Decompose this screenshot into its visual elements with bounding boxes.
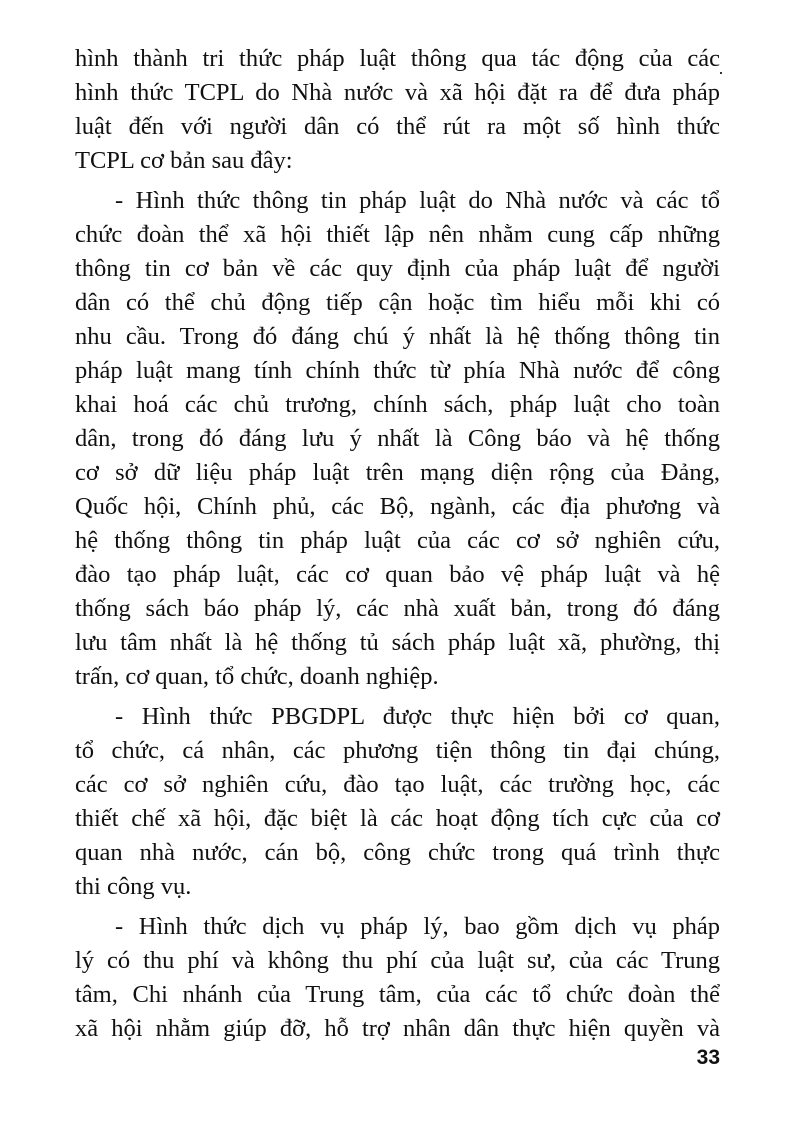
text-line: thông tin cơ bản về các quy định của pháp luật để người: [75, 255, 720, 282]
text-line: dân có thể chủ động tiếp cận hoặc tìm hiểu mỗi khi có: [75, 289, 720, 316]
scan-speck: [720, 72, 722, 74]
text-line: Quốc hội, Chính phủ, các Bộ, ngành, các địa phương và: [75, 493, 720, 520]
text-line: các cơ sở nghiên cứu, đào tạo luật, các trường học, các: [75, 771, 720, 798]
text-line: trấn, cơ quan, tổ chức, doanh nghiệp.: [75, 663, 439, 690]
text-line: khai hoá các chủ trương, chính sách, pháp luật cho toàn: [75, 391, 720, 418]
text-line: nhu cầu. Trong đó đáng chú ý nhất là hệ thống thông tin: [75, 323, 720, 350]
page-body: [75, 42, 720, 1052]
text-line: TCPL cơ bản sau đây:: [75, 147, 293, 174]
text-line: tổ chức, cá nhân, các phương tiện thông tin đại chúng,: [75, 737, 720, 764]
text-line: lý có thu phí và không thu phí của luật sư, của các Trung: [75, 947, 720, 974]
text-line: xã hội nhằm giúp đỡ, hỗ trợ nhân dân thực hiện quyền và: [75, 1015, 720, 1042]
text-line: hình thành tri thức pháp luật thông qua tác động của các: [75, 45, 720, 72]
text-line: pháp luật mang tính chính thức từ phía Nhà nước để công: [75, 357, 720, 384]
paragraph-legal-information: [75, 184, 720, 694]
text-line: dân, trong đó đáng lưu ý nhất là Công báo và hệ thống: [75, 425, 720, 452]
text-line: lưu tâm nhất là hệ thống tủ sách pháp luật xã, phường, thị: [75, 629, 720, 656]
text-line: hệ thống thông tin pháp luật của các cơ sở nghiên cứu,: [75, 527, 720, 554]
text-line: hình thức TCPL do Nhà nước và xã hội đặt ra để đưa pháp: [75, 79, 720, 106]
text-line: chức đoàn thể xã hội thiết lập nên nhằm cung cấp những: [75, 221, 720, 248]
text-line: thi công vụ.: [75, 873, 192, 900]
paragraph-legal-services: [75, 910, 720, 1046]
text-line: luật đến với người dân có thể rút ra một số hình thức: [75, 113, 720, 140]
text-line: đào tạo pháp luật, các cơ quan bảo vệ pháp luật và hệ: [75, 561, 720, 588]
text-line: tâm, Chi nhánh của Trung tâm, của các tổ chức đoàn thể: [75, 981, 720, 1008]
text-line: - Hình thức thông tin pháp luật do Nhà nước và các tổ: [115, 187, 720, 214]
text-line: - Hình thức PBGDPL được thực hiện bởi cơ quan,: [115, 703, 720, 730]
text-line: thống sách báo pháp lý, các nhà xuất bản, trong đó đáng: [75, 595, 720, 622]
paragraph-pbgdpl: [75, 700, 720, 904]
text-line: cơ sở dữ liệu pháp luật trên mạng diện rộng của Đảng,: [75, 459, 720, 486]
text-line: quan nhà nước, cán bộ, công chức trong quá trình thực: [75, 839, 720, 866]
text-line: - Hình thức dịch vụ pháp lý, bao gồm dịch vụ pháp: [115, 913, 720, 940]
paragraph-intro: [75, 42, 720, 178]
text-line: thiết chế xã hội, đặc biệt là các hoạt động tích cực của cơ: [75, 805, 720, 832]
page-number: 33: [696, 1046, 720, 1069]
